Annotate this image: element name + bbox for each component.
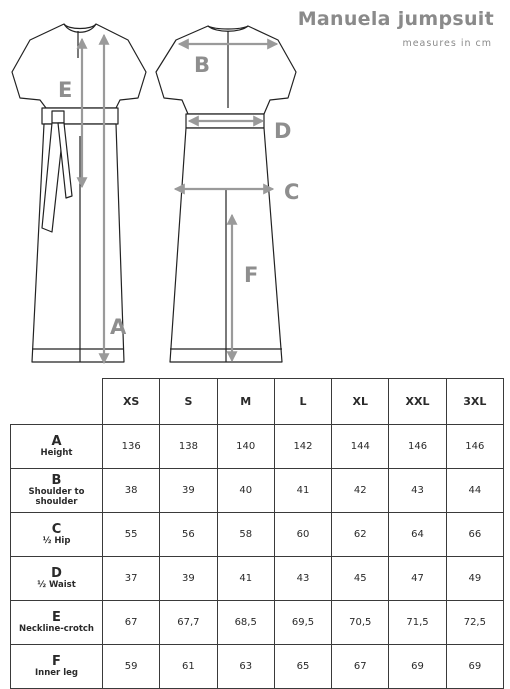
row-header bbox=[11, 601, 103, 645]
size-header: 3XL bbox=[446, 379, 503, 425]
table-cell: 146 bbox=[389, 425, 446, 469]
table-cell: 140 bbox=[217, 425, 274, 469]
measure-label-e: E bbox=[58, 78, 73, 102]
table-cell: 41 bbox=[217, 557, 274, 601]
table-cell: 47 bbox=[389, 557, 446, 601]
measure-label-a: A bbox=[110, 315, 127, 339]
table-cell: 59 bbox=[103, 645, 160, 689]
table-cell: 43 bbox=[274, 557, 331, 601]
row-name: ½ Waist bbox=[37, 579, 76, 590]
table-cell: 61 bbox=[160, 645, 217, 689]
table-cell: 49 bbox=[446, 557, 503, 601]
back-view bbox=[156, 26, 296, 362]
table-cell: 66 bbox=[446, 513, 503, 557]
row-name: Neckline-crotch bbox=[19, 623, 94, 634]
table-cell: 69 bbox=[389, 645, 446, 689]
table-cell: 68,5 bbox=[217, 601, 274, 645]
table-cell: 144 bbox=[332, 425, 389, 469]
table-cell: 40 bbox=[217, 469, 274, 513]
table-cell: 72,5 bbox=[446, 601, 503, 645]
table-row bbox=[11, 645, 504, 689]
table-cell: 43 bbox=[389, 469, 446, 513]
row-header bbox=[11, 513, 103, 557]
table-cell: 64 bbox=[389, 513, 446, 557]
measure-label-b: B bbox=[194, 53, 211, 77]
row-letter: C bbox=[51, 521, 62, 537]
table-cell: 70,5 bbox=[332, 601, 389, 645]
table-cell: 58 bbox=[217, 513, 274, 557]
row-header bbox=[11, 425, 103, 469]
table-row bbox=[11, 513, 504, 557]
table-cell: 56 bbox=[160, 513, 217, 557]
row-header bbox=[11, 645, 103, 689]
table-cell: 67,7 bbox=[160, 601, 217, 645]
row-letter: B bbox=[51, 473, 62, 488]
table-row bbox=[11, 601, 504, 645]
row-name: Height bbox=[40, 447, 73, 458]
table-cell: 65 bbox=[274, 645, 331, 689]
table-row bbox=[11, 557, 504, 601]
table-row bbox=[11, 469, 504, 513]
table-cell: 67 bbox=[332, 645, 389, 689]
measure-label-f: F bbox=[244, 263, 259, 287]
table-cell: 63 bbox=[217, 645, 274, 689]
row-letter: F bbox=[52, 653, 61, 669]
size-table bbox=[10, 378, 504, 689]
table-cell: 42 bbox=[332, 469, 389, 513]
row-letter: A bbox=[51, 433, 62, 449]
table-cell: 146 bbox=[446, 425, 503, 469]
table-cell: 67 bbox=[103, 601, 160, 645]
size-header: M bbox=[217, 379, 274, 425]
size-header: XXL bbox=[389, 379, 446, 425]
front-view bbox=[12, 24, 146, 362]
table-cell: 45 bbox=[332, 557, 389, 601]
table-cell: 142 bbox=[274, 425, 331, 469]
size-header-row bbox=[11, 379, 504, 425]
table-cell: 44 bbox=[446, 469, 503, 513]
row-header bbox=[11, 469, 103, 513]
size-header: S bbox=[160, 379, 217, 425]
row-name: Inner leg bbox=[35, 667, 78, 678]
measure-label-d: D bbox=[274, 119, 292, 143]
size-header: L bbox=[274, 379, 331, 425]
table-cell: 136 bbox=[103, 425, 160, 469]
table-cell: 60 bbox=[274, 513, 331, 557]
table-cell: 138 bbox=[160, 425, 217, 469]
row-name: ½ Hip bbox=[42, 535, 71, 546]
table-cell: 39 bbox=[160, 469, 217, 513]
page-title: Manuela jumpsuit bbox=[297, 8, 494, 30]
row-name: Shoulder to shoulder bbox=[28, 487, 85, 507]
size-header: XS bbox=[103, 379, 160, 425]
size-header: XL bbox=[332, 379, 389, 425]
row-header bbox=[11, 557, 103, 601]
row-letter: E bbox=[52, 609, 61, 625]
table-cell: 69,5 bbox=[274, 601, 331, 645]
table-cell: 39 bbox=[160, 557, 217, 601]
table-cell: 55 bbox=[103, 513, 160, 557]
table-cell: 69 bbox=[446, 645, 503, 689]
table-cell: 38 bbox=[103, 469, 160, 513]
table-row bbox=[11, 425, 504, 469]
row-letter: D bbox=[51, 565, 62, 581]
table-corner bbox=[11, 379, 103, 425]
page-subtitle: measures in cm bbox=[402, 38, 492, 49]
measure-label-c: C bbox=[284, 180, 300, 204]
table-cell: 37 bbox=[103, 557, 160, 601]
table-cell: 71,5 bbox=[389, 601, 446, 645]
table-cell: 62 bbox=[332, 513, 389, 557]
table-cell: 41 bbox=[274, 469, 331, 513]
